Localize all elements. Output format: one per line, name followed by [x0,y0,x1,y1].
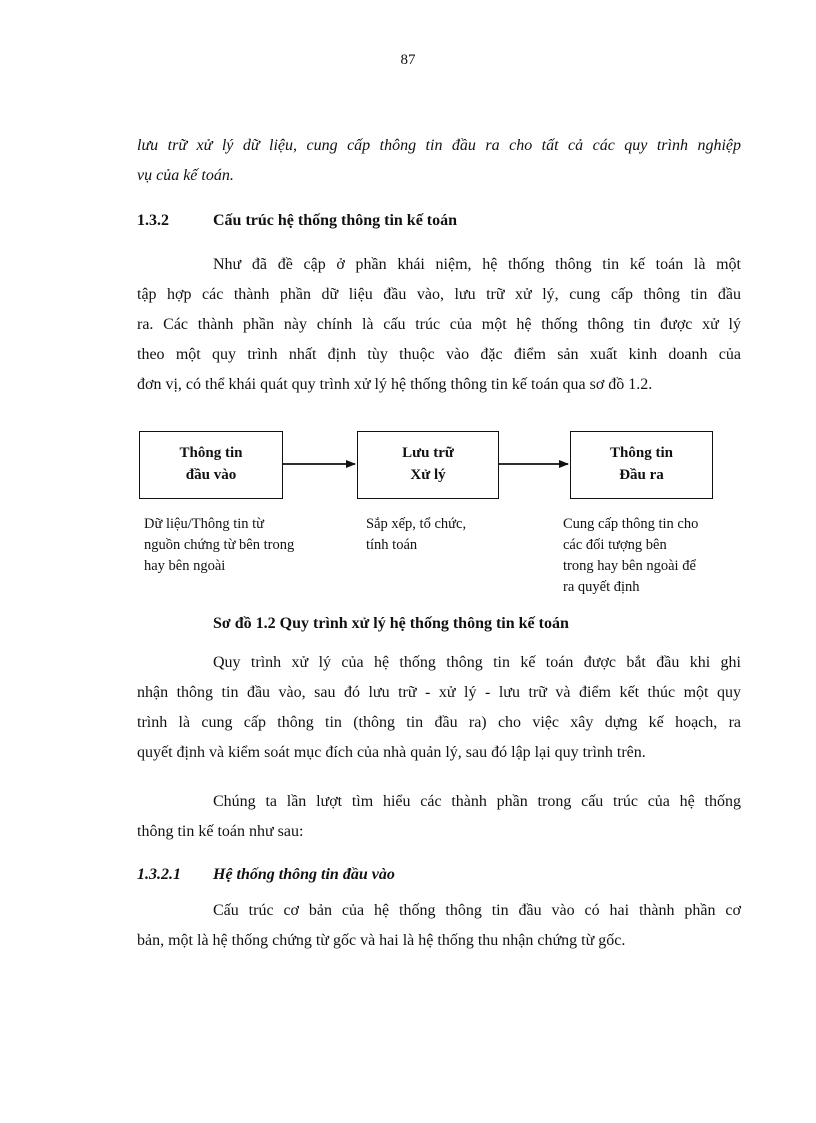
box-label: Thông tin [179,445,243,461]
description-line: hay bên ngoài [144,558,226,574]
subsection-number: 1.3.2.1 [137,866,181,883]
paragraph-3 [137,787,741,847]
subsection-heading [137,866,395,884]
description-line: ra quyết định [563,579,640,595]
text-line: theo một quy trình nhất định tùy thuộc vào đặc điểm sản xuất kinh doanh của [137,346,741,363]
section-number: 1.3.2 [137,212,169,229]
text-line: lưu trữ xử lý dữ liệu, cung cấp thông tin đầu ra cho tất cả các quy trình nghiệp [137,137,741,154]
output-description [563,514,698,598]
text-line: Cấu trúc cơ bản của hệ thống thông tin đầu vào có hai thành phần cơ [213,902,741,919]
text-line: quyết định và kiểm soát mục đích của nhà quản lý, sau đó lập lại quy trình trên. [137,744,646,761]
subsection-title: Hệ thống thông tin đầu vào [213,866,395,883]
box-label: Xử lý [410,467,446,483]
text-line: thông tin kế toán như sau: [137,823,304,840]
text-line: vụ của kế toán. [137,167,234,184]
text-line: ra. Các thành phần này chính là cấu trúc của một hệ thống thông tin được xử lý [137,316,741,333]
processing-description [366,514,466,556]
box-label: Thông tin [610,445,673,461]
text-line: Như đã đề cập ở phần khái niệm, hệ thống thông tin kế toán là một [213,256,741,273]
box-label: Đầu ra [619,467,664,483]
description-line: Dữ liệu/Thông tin từ [144,516,265,532]
description-line: nguồn chứng từ bên trong [144,537,295,553]
text-line: Quy trình xử lý của hệ thống thông tin kế toán được bắt đầu khi ghi [213,654,741,671]
description-line: Cung cấp thông tin cho [563,516,699,532]
text-line: bản, một là hệ thống chứng từ gốc và hai là hệ thống thu nhận chứng từ gốc. [137,932,626,949]
diagram-caption: Sơ đồ 1.2 Quy trình xử lý hệ thống thông tin kế toán [213,615,569,632]
page-number: 87 [400,52,416,68]
text-line: nhận thông tin đầu vào, sau đó lưu trữ - xử lý - lưu trữ và điểm kết thúc một quy [137,684,741,701]
text-line: trình là cung cấp thông tin (thông tin đầu ra) cho việc xây dựng kế hoạch, ra [137,714,741,731]
section-title: Cấu trúc hệ thống thông tin kế toán [213,212,458,229]
text-line: đơn vị, có thể khái quát quy trình xử lý hệ thống thông tin kế toán qua sơ đồ 1.2. [137,376,653,393]
text-line: tập hợp các thành phần dữ liệu đầu vào, lưu trữ xử lý, cung cấp thông tin đầu [137,286,741,303]
box-label: Lưu trữ [402,445,454,461]
paragraph-2 [137,648,741,768]
box-label: đầu vào [185,467,237,483]
text-line: Chúng ta lần lượt tìm hiểu các thành phần trong cấu trúc của hệ thống [213,793,741,810]
description-line: tính toán [366,537,418,553]
input-description [144,514,294,577]
description-line: Sắp xếp, tổ chức, [366,516,467,532]
paragraph-4 [137,896,741,956]
description-line: trong hay bên ngoài để [563,558,696,574]
description-line: các đối tượng bên [563,537,667,553]
